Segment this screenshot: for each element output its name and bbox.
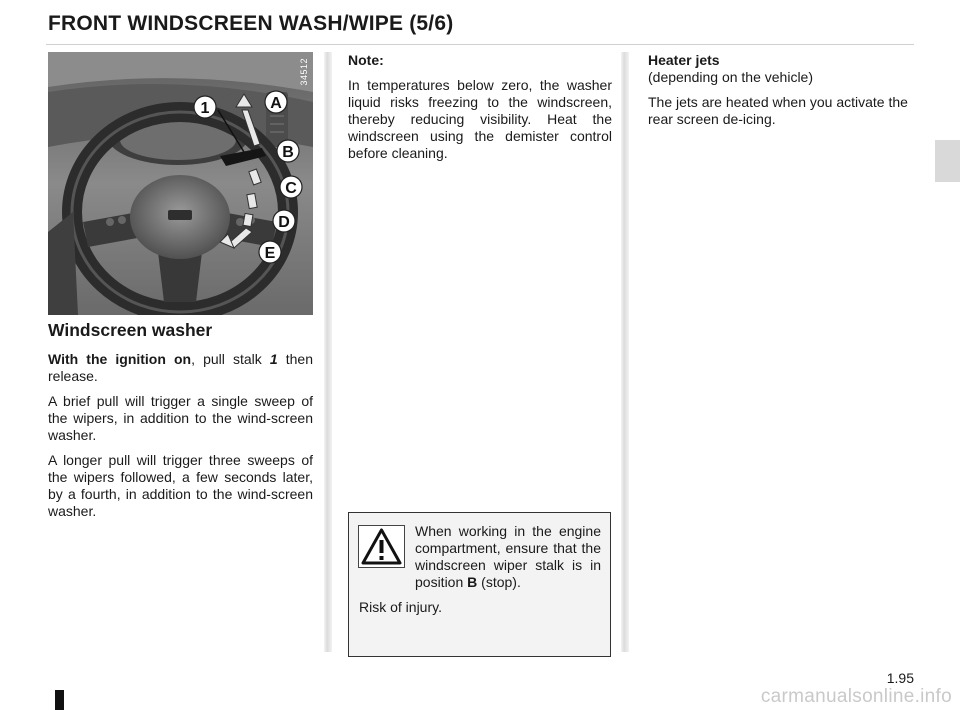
- warning-paragraph: [415, 523, 601, 591]
- column-separator: [324, 52, 332, 652]
- callout-c: [280, 176, 302, 198]
- risk-text: Risk of injury.: [359, 599, 442, 615]
- paragraph-pull-stalk: [48, 351, 313, 385]
- svg-text:1: 1: [200, 100, 210, 117]
- callout-1: [194, 96, 216, 118]
- stalk-number: 1: [269, 351, 278, 367]
- steering-wheel-illustration: [48, 52, 313, 315]
- watermark-text: carmanualsonline.info: [760, 686, 952, 707]
- heater-jets-subheading: (depending on the vehicle): [648, 69, 814, 85]
- callout-a: [265, 91, 287, 113]
- heater-jets-section: [648, 52, 912, 136]
- section-tab: [935, 140, 960, 182]
- note-text: In temperatures below zero, the washer liquid risks freezing to the windscreen, thereby reducing visibility. Heat the windscreen using the demister control before cleaning.: [348, 77, 612, 161]
- svg-text:A: A: [270, 95, 282, 112]
- svg-text:D: D: [278, 214, 290, 231]
- section-heading: Windscreen washer: [48, 320, 213, 340]
- svg-text:E: E: [264, 245, 276, 262]
- note-label-text: Note:: [348, 52, 384, 68]
- heater-jets-text: The jets are heated when you activate the rear screen de-icing.: [648, 94, 908, 127]
- svg-text:C: C: [285, 180, 297, 197]
- page-number: 1.95: [886, 670, 914, 686]
- callout-e: [259, 241, 281, 263]
- note-label: [348, 52, 612, 69]
- windscreen-washer-section: [48, 320, 313, 528]
- ignition-on-label: With the ignition on: [48, 351, 192, 367]
- heater-jets-heading-block: [648, 52, 912, 86]
- paragraph-brief-pull: A brief pull will trigger a single sweep of the wipers, in addition to the wind-screen washer.: [48, 393, 313, 443]
- corner-mark: [55, 690, 64, 710]
- text-span: (stop).: [477, 574, 521, 590]
- text-span: When working in the engine compartment, ensure that the windscreen wiper stalk is in position: [415, 523, 601, 590]
- paragraph-longer-pull: A longer pull will trigger three sweeps of the wipers followed, a few seconds later, by a fourth, in addition to the wind-screen washer.: [48, 452, 313, 519]
- heater-jets-heading: Heater jets: [648, 52, 720, 68]
- figure-reference-number: 34512: [299, 58, 309, 86]
- warning-icon: [358, 525, 405, 568]
- warning-box: [348, 512, 611, 657]
- text-span: then release.: [48, 351, 313, 384]
- text-span: , pull stalk: [191, 351, 270, 367]
- callout-b: [277, 140, 299, 162]
- title-divider: [46, 44, 914, 45]
- warning-text: [415, 523, 601, 591]
- position-label: B: [467, 574, 478, 590]
- page-title: FRONT WINDSCREEN WASH/WIPE (5/6): [48, 12, 454, 35]
- column-separator: [621, 52, 629, 652]
- callout-d: [273, 210, 295, 232]
- svg-text:B: B: [282, 144, 294, 161]
- note-section: [348, 52, 612, 170]
